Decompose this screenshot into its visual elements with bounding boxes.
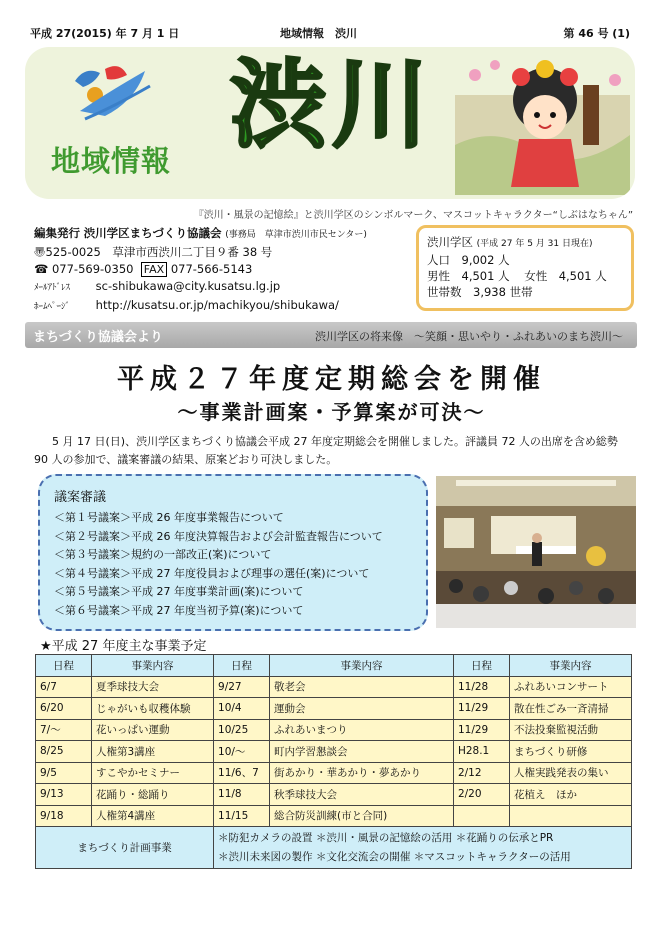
- banner-title: 渋川: [230, 49, 434, 161]
- schedule-row: [36, 741, 632, 763]
- schedule-event: 花踊り・総踊り: [92, 784, 214, 806]
- schedule-event: 不法投棄監視活動: [509, 719, 631, 741]
- article-intro: 5 月 17 日(日)、渋川学区まちづくり協議会平成 27 年度定期総会を開催しました。評議員 72 人の出席を含め総勢 90 人の参加で、議案審議の結果、原案どおり可決しました。: [34, 435, 618, 466]
- schedule-date: 9/18: [36, 805, 92, 827]
- agenda-item: ＜第５号議案＞平成 27 年度事業計画(案)について: [54, 585, 304, 598]
- schedule-event: 運動会: [270, 698, 454, 720]
- schedule-title: ★平成 27 年度主な事業予定: [40, 639, 207, 654]
- population-female: 女性 4,501 人: [524, 269, 607, 283]
- population-households: 世帯数 3,938 世帯: [427, 285, 533, 299]
- web-link[interactable]: http://kusatsu.or.jp/machikyou/shibukawa/: [95, 298, 339, 312]
- schedule-event: ふれあいコンサート: [509, 676, 631, 698]
- schedule-event: 花いっぱい運動: [92, 719, 214, 741]
- schedule-table: [35, 654, 632, 869]
- shibukawa-symbol-logo: [65, 61, 155, 131]
- project-row: [36, 827, 632, 869]
- issuer-label: 編集発行: [34, 226, 80, 240]
- header-event: 事業内容: [92, 655, 214, 677]
- schedule-date: 7/～: [36, 719, 92, 741]
- project-label: まちづくり計画事業: [36, 827, 214, 869]
- mascot-shibuhana-illustration: [455, 55, 630, 195]
- schedule-event: まちづくり研修: [509, 741, 631, 763]
- banner-label: 地域情報: [51, 144, 172, 178]
- project-list: [214, 827, 632, 869]
- schedule-date: 11/28: [453, 676, 509, 698]
- agenda-item: ＜第４号議案＞平成 27 年度役員および理事の選任(案)について: [54, 566, 370, 580]
- schedule-event: 人権実践発表の集い: [509, 762, 631, 784]
- schedule-event: 総合防災訓練(市と合同): [270, 805, 454, 827]
- schedule-row: [36, 762, 632, 784]
- schedule-date: [453, 805, 509, 827]
- agenda-item: ＜第３号議案＞規約の一部改正(案)について: [54, 548, 272, 561]
- schedule-event: 秋季球技大会: [270, 784, 454, 806]
- mail-address[interactable]: sc-shibukawa@city.kusatsu.lg.jp: [95, 279, 281, 293]
- newsletter-name: 地域情報 渋川: [280, 27, 357, 40]
- schedule-event: 人権第4講座: [92, 805, 214, 827]
- postal-address: 〠525-0025 草津市西渋川二丁目９番 38 号: [34, 245, 273, 259]
- agenda-title: 議案審議: [54, 490, 107, 505]
- schedule-date: 11/15: [214, 805, 270, 827]
- schedule-date: 10/～: [214, 741, 270, 763]
- schedule-event: 花植え ほか: [509, 784, 631, 806]
- project-line: ＊渋川未来図の製作 ＊文化交流会の開催 ＊マスコットキャラクターの活用: [218, 850, 571, 863]
- masthead-banner: [25, 47, 635, 199]
- schedule-event: 人権第3講座: [92, 741, 214, 763]
- article-subhead: ～事業計画案・予算案が可決～: [177, 400, 486, 424]
- header-event: 事業内容: [270, 655, 454, 677]
- section-bar-vision: 渋川学区の将来像 ～笑顔・思いやり・ふれあいのまち渋川～: [315, 330, 623, 343]
- project-line: ＊防犯カメラの設置 ＊渋川・風景の記憶絵の活用 ＊花踊りの伝承とPR: [218, 831, 554, 844]
- schedule-date: 9/27: [214, 676, 270, 698]
- banner-caption: 『渋川・風景の記憶絵』と渋川学区のシンボルマーク、マスコットキャラクター“しぶはなちゃん”: [193, 210, 633, 221]
- header-date: 日程: [36, 655, 92, 677]
- header-event: 事業内容: [509, 655, 631, 677]
- schedule-date: 6/20: [36, 698, 92, 720]
- agenda-item: ＜第１号議案＞平成 26 年度事業報告について: [54, 511, 284, 524]
- issue-number: 第 46 号 (1): [563, 27, 630, 40]
- page-header: [30, 25, 630, 41]
- population-date: (平成 27 年 5 月 31 日現在): [476, 239, 593, 249]
- schedule-row: [36, 698, 632, 720]
- population-male: 男性 4,501 人: [427, 269, 510, 283]
- agenda-item: ＜第６号議案＞平成 27 年度当初予算(案)について: [54, 603, 304, 617]
- publisher-info: [34, 225, 414, 316]
- schedule-event: じゃがいも収穫体験: [92, 698, 214, 720]
- phone-number: ☎ 077-569-0350: [34, 262, 134, 276]
- schedule-row: [36, 676, 632, 698]
- agenda-item: ＜第２号議案＞平成 26 年度決算報告および会計監査報告について: [54, 529, 383, 543]
- schedule-date: 9/5: [36, 762, 92, 784]
- article-headline: 平成２７年度定期総会を開催: [117, 364, 546, 395]
- section-bar: [25, 322, 637, 348]
- schedule-event: すこやかセミナー: [92, 762, 214, 784]
- issuer-office: (事務局 草津市渋川市民センター): [225, 230, 367, 240]
- schedule-date: 11/29: [453, 698, 509, 720]
- schedule-date: 11/8: [214, 784, 270, 806]
- population-area: 渋川学区: [427, 235, 473, 249]
- schedule-date: 9/13: [36, 784, 92, 806]
- fax-label: FAX: [141, 262, 167, 277]
- schedule-event: ふれあいまつり: [270, 719, 454, 741]
- schedule-date: H28.1: [453, 741, 509, 763]
- schedule-date: 6/7: [36, 676, 92, 698]
- schedule-row: [36, 784, 632, 806]
- schedule-date: 10/25: [214, 719, 270, 741]
- schedule-event: 夏季球技大会: [92, 676, 214, 698]
- header-date: 日程: [214, 655, 270, 677]
- schedule-event: [509, 805, 631, 827]
- schedule-event: 町内学習懇談会: [270, 741, 454, 763]
- fax-number: 077-566-5143: [170, 262, 253, 276]
- schedule-header-row: [36, 655, 632, 677]
- header-date: 日程: [453, 655, 509, 677]
- schedule-row: [36, 719, 632, 741]
- schedule-event: 敬老会: [270, 676, 454, 698]
- schedule-date: 2/12: [453, 762, 509, 784]
- schedule-date: 2/20: [453, 784, 509, 806]
- meeting-photo: [436, 476, 636, 628]
- mail-label: ﾒｰﾙｱﾄﾞﾚｽ: [34, 283, 71, 293]
- issuer-name: 渋川学区まちづくり協議会: [83, 226, 222, 240]
- agenda-box: [38, 474, 428, 631]
- section-bar-title: まちづくり協議会より: [33, 330, 163, 345]
- schedule-date: 11/29: [453, 719, 509, 741]
- web-label: ﾎｰﾑﾍﾟｰｼﾞ: [34, 302, 71, 312]
- schedule-date: 10/4: [214, 698, 270, 720]
- schedule-event: 散在性ごみ一斉清掃: [509, 698, 631, 720]
- population-box: [416, 225, 634, 311]
- schedule-date: 8/25: [36, 741, 92, 763]
- schedule-date: 11/6、7: [214, 762, 270, 784]
- schedule-event: 街あかり・華あかり・夢あかり: [270, 762, 454, 784]
- issue-date: 平成 27(2015) 年 7 月 1 日: [30, 27, 180, 40]
- schedule-row: [36, 805, 632, 827]
- population-total: 人口 9,002 人: [427, 253, 510, 267]
